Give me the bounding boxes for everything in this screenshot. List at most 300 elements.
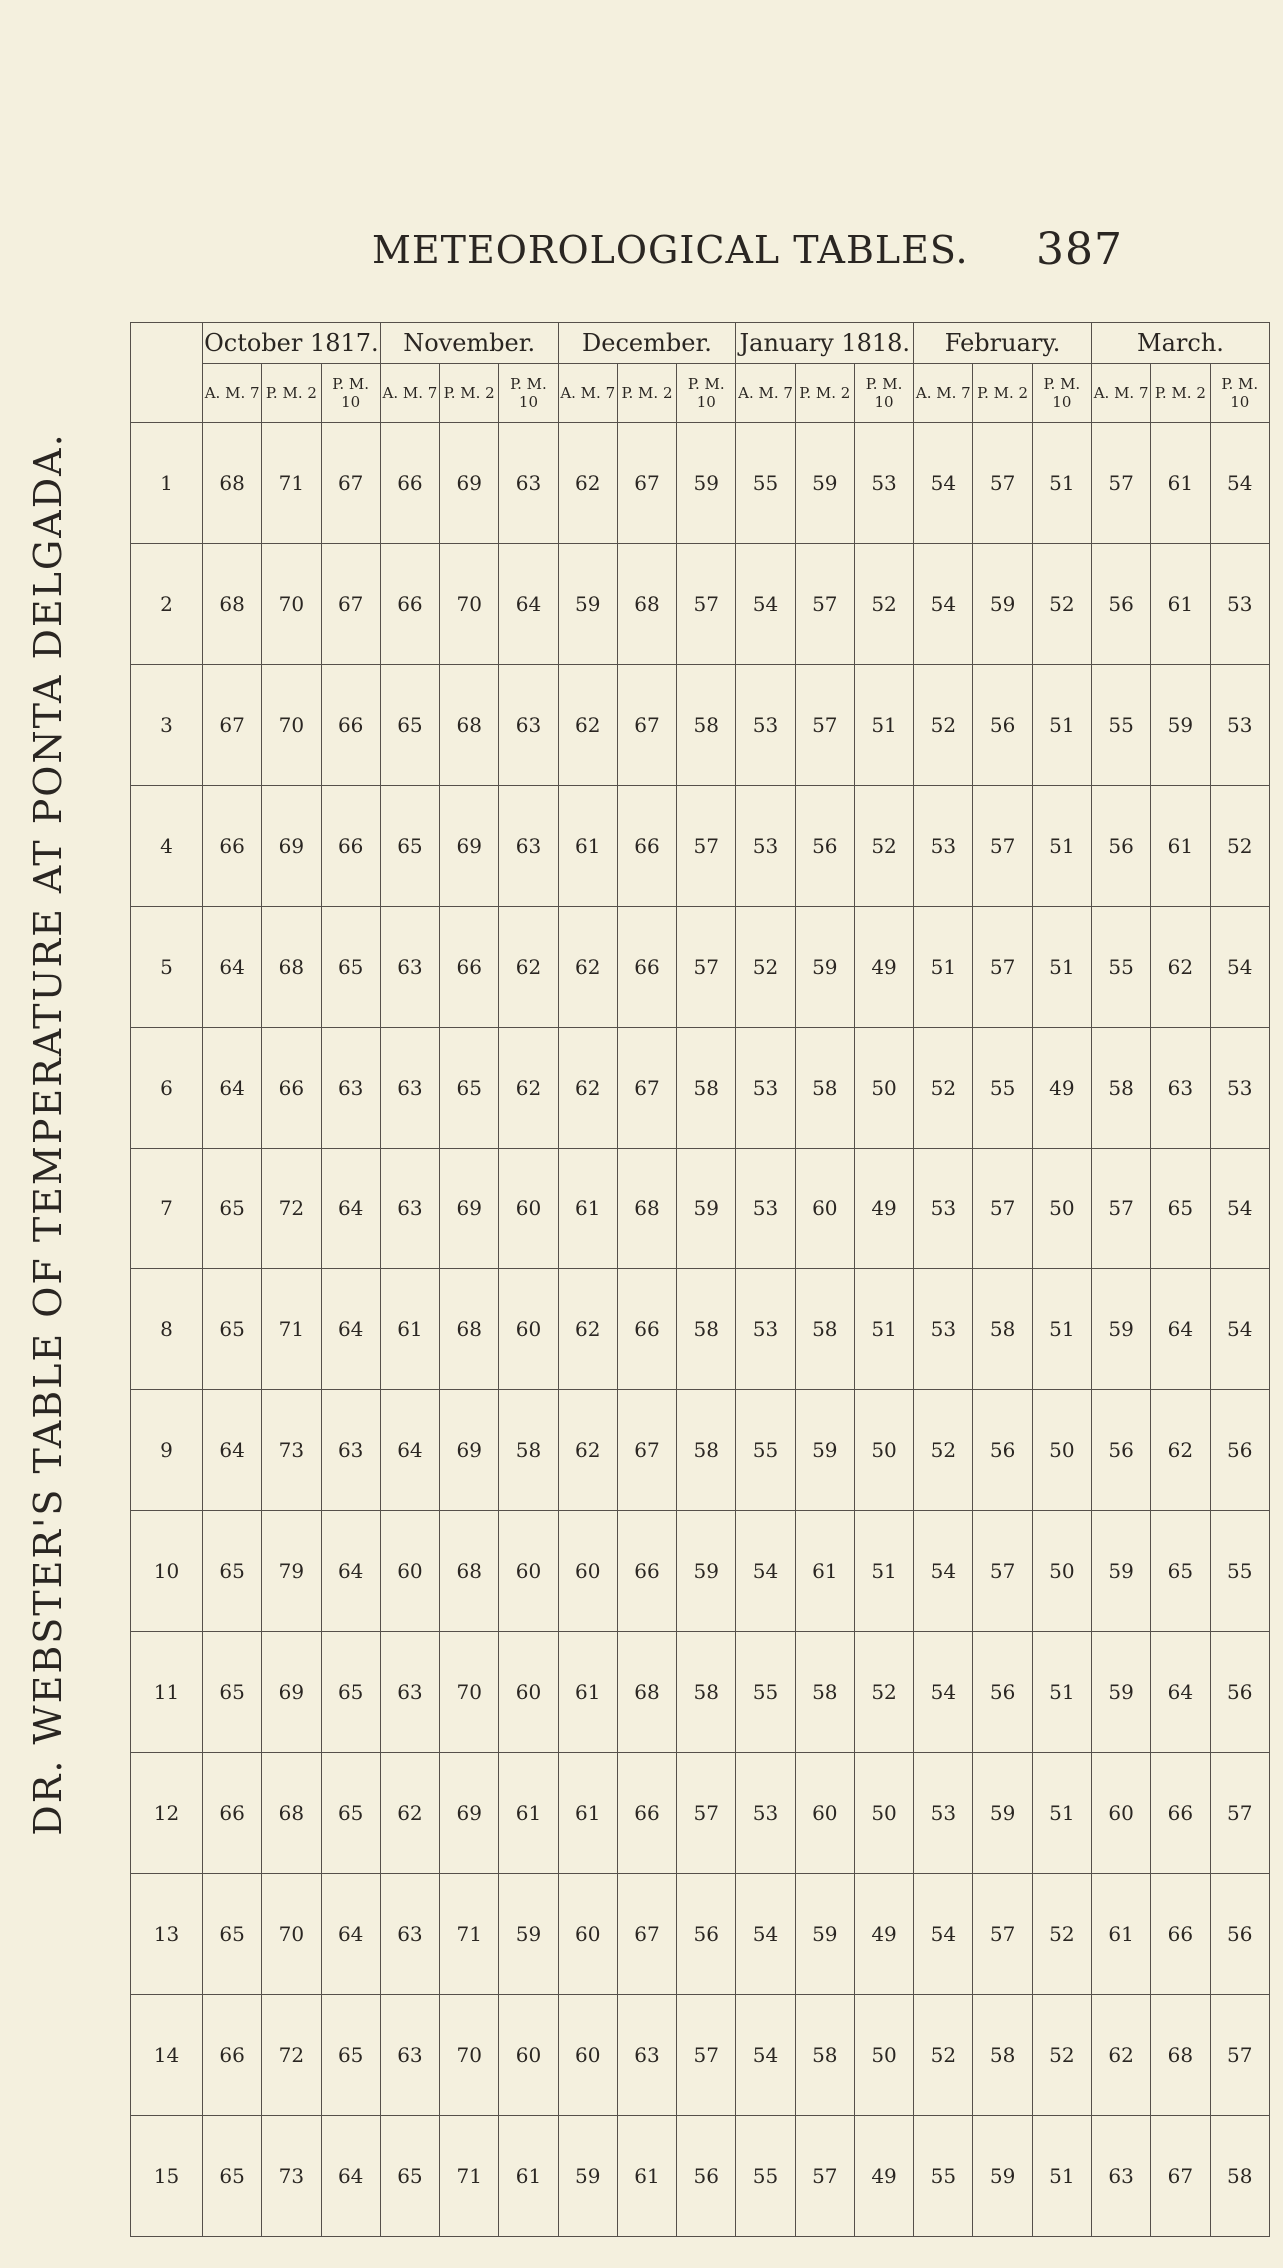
temperature-cell: 54 — [736, 1994, 795, 2115]
temperature-cell: 52 — [1032, 543, 1091, 664]
temperature-cell: 65 — [203, 1632, 262, 1753]
temperature-cell: 61 — [1151, 785, 1210, 906]
temperature-cell: 54 — [1210, 1269, 1269, 1390]
temperature-cell: 61 — [380, 1269, 439, 1390]
temperature-cell: 70 — [440, 543, 499, 664]
temperature-cell: 57 — [795, 664, 854, 785]
temperature-cell: 56 — [677, 1874, 736, 1995]
column-header: A. M. 7 — [558, 364, 617, 423]
temperature-cell: 67 — [617, 1874, 676, 1995]
column-header: A. M. 7 — [380, 364, 439, 423]
temperature-cell: 66 — [380, 543, 439, 664]
temperature-cell: 58 — [677, 1269, 736, 1390]
temperature-cell: 54 — [914, 1511, 973, 1632]
temperature-cell: 69 — [440, 423, 499, 544]
temperature-cell: 66 — [617, 1753, 676, 1874]
temperature-cell: 62 — [558, 1390, 617, 1511]
temperature-cell: 57 — [1091, 423, 1150, 544]
temperature-cell: 52 — [854, 543, 913, 664]
temperature-cell: 58 — [795, 1632, 854, 1753]
temperature-cell: 64 — [499, 543, 558, 664]
temperature-cell: 57 — [973, 1511, 1032, 1632]
temperature-cell: 53 — [1210, 1027, 1269, 1148]
day-number: 6 — [131, 1027, 203, 1148]
temperature-cell: 59 — [1091, 1511, 1150, 1632]
column-header: P. M. 10 — [499, 364, 558, 423]
side-title — [0, 0, 85, 2268]
temperature-cell: 52 — [1032, 1994, 1091, 2115]
temperature-cell: 63 — [321, 1027, 380, 1148]
table-row — [131, 1390, 1270, 1511]
temperature-cell: 55 — [914, 2115, 973, 2236]
temperature-cell: 56 — [677, 2115, 736, 2236]
temperature-cell: 57 — [795, 2115, 854, 2236]
temperature-cell: 64 — [321, 1148, 380, 1269]
temperature-cell: 56 — [1091, 1390, 1150, 1511]
day-number: 1 — [131, 423, 203, 544]
day-number: 5 — [131, 906, 203, 1027]
table-row — [131, 1632, 1270, 1753]
temperature-cell: 59 — [1091, 1632, 1150, 1753]
temperature-cell: 66 — [617, 1269, 676, 1390]
temperature-cell: 65 — [203, 1269, 262, 1390]
temperature-cell: 59 — [973, 2115, 1032, 2236]
temperature-cell: 51 — [1032, 906, 1091, 1027]
temperature-cell: 69 — [440, 785, 499, 906]
temperature-cell: 63 — [380, 1148, 439, 1269]
temperature-cell: 49 — [1032, 1027, 1091, 1148]
temperature-cell: 59 — [558, 2115, 617, 2236]
temperature-cell: 54 — [736, 1511, 795, 1632]
temperature-cell: 58 — [795, 1027, 854, 1148]
temperature-cell: 72 — [262, 1994, 321, 2115]
temperature-cell: 64 — [203, 1390, 262, 1511]
temperature-cell: 60 — [1091, 1753, 1150, 1874]
temperature-cell: 65 — [321, 1753, 380, 1874]
temperature-cell: 57 — [795, 543, 854, 664]
temperature-cell: 60 — [499, 1269, 558, 1390]
temperature-cell: 69 — [262, 1632, 321, 1753]
temperature-cell: 58 — [1210, 2115, 1269, 2236]
temperature-cell: 67 — [617, 664, 676, 785]
temperature-cell: 51 — [1032, 785, 1091, 906]
temperature-cell: 66 — [617, 1511, 676, 1632]
temperature-cell: 53 — [1210, 543, 1269, 664]
temperature-cell: 63 — [499, 785, 558, 906]
temperature-cell: 73 — [262, 2115, 321, 2236]
temperature-cell: 63 — [617, 1994, 676, 2115]
temperature-cell: 58 — [677, 1390, 736, 1511]
temperature-cell: 68 — [440, 1269, 499, 1390]
temperature-cell: 59 — [795, 1390, 854, 1511]
temperature-cell: 63 — [380, 906, 439, 1027]
temperature-cell: 68 — [440, 1511, 499, 1632]
temperature-cell: 61 — [499, 2115, 558, 2236]
temperature-cell: 51 — [1032, 2115, 1091, 2236]
temperature-cell: 67 — [1151, 2115, 1210, 2236]
column-header: A. M. 7 — [203, 364, 262, 423]
temperature-cell: 51 — [1032, 1632, 1091, 1753]
temperature-cell: 71 — [440, 1874, 499, 1995]
temperature-cell: 62 — [1151, 906, 1210, 1027]
temperature-cell: 70 — [440, 1994, 499, 2115]
temperature-cell: 59 — [1091, 1269, 1150, 1390]
temperature-cell: 60 — [499, 1148, 558, 1269]
temperature-cell: 62 — [499, 1027, 558, 1148]
temperature-cell: 68 — [617, 543, 676, 664]
temperature-cell: 53 — [1210, 664, 1269, 785]
temperature-cell: 54 — [736, 543, 795, 664]
temperature-cell: 64 — [321, 1511, 380, 1632]
temperature-cell: 53 — [914, 1753, 973, 1874]
temperature-cell: 66 — [1151, 1753, 1210, 1874]
temperature-cell: 54 — [1210, 1148, 1269, 1269]
temperature-cell: 54 — [1210, 423, 1269, 544]
column-header: P. M. 10 — [1032, 364, 1091, 423]
temperature-cell: 52 — [914, 1994, 973, 2115]
temperature-cell: 58 — [973, 1994, 1032, 2115]
day-number: 2 — [131, 543, 203, 664]
temperature-cell: 62 — [558, 906, 617, 1027]
temperature-cell: 60 — [499, 1511, 558, 1632]
table-row — [131, 1511, 1270, 1632]
temperature-grid — [130, 322, 1270, 2237]
temperature-cell: 65 — [440, 1027, 499, 1148]
table-row — [131, 1148, 1270, 1269]
table-row — [131, 1994, 1270, 2115]
temperature-cell: 64 — [321, 2115, 380, 2236]
temperature-cell: 59 — [973, 543, 1032, 664]
temperature-cell: 50 — [854, 1994, 913, 2115]
temperature-cell: 66 — [1151, 1874, 1210, 1995]
temperature-cell: 52 — [854, 1632, 913, 1753]
temperature-cell: 49 — [854, 906, 913, 1027]
temperature-cell: 69 — [440, 1753, 499, 1874]
running-head: METEOROLOGICAL TABLES. — [372, 228, 969, 272]
table-row — [131, 906, 1270, 1027]
temperature-cell: 56 — [1210, 1632, 1269, 1753]
temperature-cell: 54 — [914, 1632, 973, 1753]
month-header: February. — [914, 323, 1092, 364]
column-header: A. M. 7 — [736, 364, 795, 423]
temperature-cell: 62 — [380, 1753, 439, 1874]
column-header: P. M. 10 — [321, 364, 380, 423]
temperature-cell: 59 — [677, 1511, 736, 1632]
temperature-cell: 57 — [677, 785, 736, 906]
temperature-cell: 68 — [440, 664, 499, 785]
temperature-cell: 59 — [558, 543, 617, 664]
column-header: P. M. 2 — [262, 364, 321, 423]
temperature-cell: 61 — [558, 785, 617, 906]
temperature-cell: 57 — [973, 785, 1032, 906]
temperature-cell: 61 — [499, 1753, 558, 1874]
temperature-cell: 69 — [440, 1390, 499, 1511]
temperature-cell: 62 — [558, 1269, 617, 1390]
temperature-cell: 64 — [203, 906, 262, 1027]
month-header: October 1817. — [203, 323, 381, 364]
temperature-cell: 64 — [1151, 1632, 1210, 1753]
temperature-cell: 64 — [380, 1390, 439, 1511]
temperature-cell: 58 — [795, 1269, 854, 1390]
temperature-cell: 49 — [854, 1148, 913, 1269]
temperature-cell: 61 — [1091, 1874, 1150, 1995]
temperature-cell: 66 — [262, 1027, 321, 1148]
temperature-cell: 62 — [499, 906, 558, 1027]
temperature-table — [130, 322, 1270, 2237]
table-row — [131, 664, 1270, 785]
temperature-cell: 53 — [914, 1148, 973, 1269]
temperature-cell: 58 — [499, 1390, 558, 1511]
temperature-cell: 79 — [262, 1511, 321, 1632]
temperature-cell: 52 — [914, 1027, 973, 1148]
temperature-cell: 61 — [1151, 423, 1210, 544]
temperature-cell: 67 — [617, 1027, 676, 1148]
temperature-cell: 62 — [558, 664, 617, 785]
temperature-cell: 68 — [262, 906, 321, 1027]
temperature-cell: 68 — [1151, 1994, 1210, 2115]
table-row — [131, 543, 1270, 664]
table-row — [131, 1269, 1270, 1390]
temperature-cell: 71 — [262, 1269, 321, 1390]
temperature-cell: 56 — [795, 785, 854, 906]
temperature-cell: 62 — [558, 1027, 617, 1148]
temperature-cell: 67 — [321, 543, 380, 664]
temperature-cell: 57 — [677, 543, 736, 664]
temperature-cell: 71 — [262, 423, 321, 544]
temperature-cell: 60 — [499, 1632, 558, 1753]
temperature-cell: 53 — [914, 785, 973, 906]
temperature-cell: 65 — [203, 2115, 262, 2236]
temperature-cell: 58 — [677, 1632, 736, 1753]
temperature-cell: 64 — [321, 1874, 380, 1995]
temperature-cell: 66 — [380, 423, 439, 544]
temperature-cell: 63 — [380, 1027, 439, 1148]
temperature-cell: 61 — [558, 1632, 617, 1753]
temperature-cell: 55 — [1091, 906, 1150, 1027]
temperature-cell: 65 — [203, 1148, 262, 1269]
column-header: P. M. 2 — [440, 364, 499, 423]
column-header-row — [131, 364, 1270, 423]
temperature-cell: 54 — [914, 423, 973, 544]
temperature-cell: 66 — [203, 785, 262, 906]
temperature-cell: 55 — [736, 423, 795, 544]
temperature-cell: 51 — [1032, 1269, 1091, 1390]
temperature-cell: 52 — [1032, 1874, 1091, 1995]
temperature-cell: 66 — [203, 1994, 262, 2115]
temperature-cell: 63 — [321, 1390, 380, 1511]
column-header: P. M. 10 — [1210, 364, 1269, 423]
temperature-cell: 63 — [380, 1994, 439, 2115]
temperature-cell: 62 — [1091, 1994, 1150, 2115]
column-header: P. M. 2 — [795, 364, 854, 423]
corner-cell — [131, 323, 203, 423]
temperature-cell: 66 — [440, 906, 499, 1027]
temperature-cell: 66 — [617, 906, 676, 1027]
temperature-cell: 54 — [736, 1874, 795, 1995]
temperature-cell: 70 — [262, 1874, 321, 1995]
temperature-cell: 57 — [973, 1148, 1032, 1269]
temperature-cell: 61 — [795, 1511, 854, 1632]
column-header: P. M. 10 — [854, 364, 913, 423]
temperature-cell: 54 — [1210, 906, 1269, 1027]
table-row — [131, 785, 1270, 906]
temperature-cell: 63 — [1091, 2115, 1150, 2236]
temperature-cell: 65 — [1151, 1511, 1210, 1632]
temperature-cell: 58 — [677, 1027, 736, 1148]
temperature-cell: 64 — [203, 1027, 262, 1148]
temperature-cell: 65 — [1151, 1148, 1210, 1269]
temperature-cell: 49 — [854, 1874, 913, 1995]
table-row — [131, 1753, 1270, 1874]
temperature-cell: 65 — [321, 1632, 380, 1753]
temperature-cell: 55 — [736, 2115, 795, 2236]
temperature-cell: 65 — [203, 1874, 262, 1995]
temperature-cell: 52 — [914, 664, 973, 785]
table-row — [131, 1874, 1270, 1995]
temperature-cell: 55 — [973, 1027, 1032, 1148]
day-number: 3 — [131, 664, 203, 785]
day-number: 9 — [131, 1390, 203, 1511]
temperature-cell: 50 — [854, 1753, 913, 1874]
temperature-cell: 50 — [1032, 1511, 1091, 1632]
temperature-cell: 66 — [203, 1753, 262, 1874]
temperature-cell: 60 — [795, 1753, 854, 1874]
temperature-cell: 61 — [558, 1148, 617, 1269]
temperature-cell: 53 — [736, 664, 795, 785]
temperature-cell: 69 — [262, 785, 321, 906]
temperature-cell: 61 — [1151, 543, 1210, 664]
temperature-cell: 58 — [795, 1994, 854, 2115]
column-header: P. M. 2 — [1151, 364, 1210, 423]
temperature-cell: 59 — [795, 1874, 854, 1995]
temperature-cell: 57 — [1091, 1148, 1150, 1269]
temperature-cell: 50 — [854, 1390, 913, 1511]
temperature-cell: 50 — [1032, 1148, 1091, 1269]
day-number: 14 — [131, 1994, 203, 2115]
temperature-cell: 56 — [973, 664, 1032, 785]
temperature-cell: 55 — [736, 1632, 795, 1753]
temperature-cell: 70 — [262, 543, 321, 664]
temperature-cell: 61 — [617, 2115, 676, 2236]
temperature-cell: 55 — [736, 1390, 795, 1511]
temperature-cell: 57 — [677, 906, 736, 1027]
temperature-cell: 53 — [854, 423, 913, 544]
temperature-cell: 67 — [617, 423, 676, 544]
column-header: P. M. 2 — [973, 364, 1032, 423]
temperature-cell: 57 — [677, 1994, 736, 2115]
temperature-cell: 59 — [677, 423, 736, 544]
temperature-cell: 65 — [203, 1511, 262, 1632]
temperature-cell: 54 — [914, 543, 973, 664]
temperature-cell: 52 — [914, 1390, 973, 1511]
temperature-cell: 50 — [1032, 1390, 1091, 1511]
temperature-cell: 72 — [262, 1148, 321, 1269]
table-row — [131, 2115, 1270, 2236]
temperature-cell: 65 — [380, 2115, 439, 2236]
temperature-cell: 68 — [262, 1753, 321, 1874]
temperature-cell: 62 — [558, 423, 617, 544]
temperature-cell: 53 — [736, 1027, 795, 1148]
day-number: 8 — [131, 1269, 203, 1390]
temperature-cell: 60 — [558, 1874, 617, 1995]
temperature-cell: 66 — [617, 785, 676, 906]
temperature-cell: 71 — [440, 2115, 499, 2236]
temperature-cell: 52 — [736, 906, 795, 1027]
temperature-cell: 67 — [321, 423, 380, 544]
day-number: 11 — [131, 1632, 203, 1753]
day-number: 7 — [131, 1148, 203, 1269]
temperature-cell: 64 — [1151, 1269, 1210, 1390]
column-header: P. M. 10 — [677, 364, 736, 423]
temperature-cell: 49 — [854, 2115, 913, 2236]
temperature-cell: 65 — [380, 785, 439, 906]
temperature-cell: 63 — [380, 1874, 439, 1995]
temperature-cell: 57 — [1210, 1994, 1269, 2115]
temperature-cell: 58 — [1091, 1027, 1150, 1148]
table-row — [131, 423, 1270, 544]
month-header: January 1818. — [736, 323, 914, 364]
temperature-cell: 56 — [973, 1632, 1032, 1753]
temperature-cell: 55 — [1210, 1511, 1269, 1632]
temperature-cell: 66 — [321, 785, 380, 906]
temperature-cell: 59 — [973, 1753, 1032, 1874]
temperature-cell: 59 — [499, 1874, 558, 1995]
temperature-cell: 69 — [440, 1148, 499, 1269]
temperature-cell: 65 — [380, 664, 439, 785]
temperature-cell: 57 — [973, 906, 1032, 1027]
temperature-cell: 58 — [973, 1269, 1032, 1390]
temperature-cell: 52 — [854, 785, 913, 906]
temperature-cell: 54 — [914, 1874, 973, 1995]
temperature-cell: 53 — [914, 1269, 973, 1390]
temperature-cell: 53 — [736, 1148, 795, 1269]
temperature-cell: 57 — [973, 1874, 1032, 1995]
temperature-cell: 51 — [1032, 664, 1091, 785]
page-header — [262, 224, 1123, 288]
temperature-cell: 62 — [1151, 1390, 1210, 1511]
column-header: A. M. 7 — [914, 364, 973, 423]
temperature-cell: 68 — [203, 423, 262, 544]
month-header: March. — [1091, 323, 1269, 364]
temperature-cell: 60 — [795, 1148, 854, 1269]
temperature-cell: 60 — [380, 1511, 439, 1632]
temperature-cell: 53 — [736, 1269, 795, 1390]
temperature-cell: 68 — [617, 1632, 676, 1753]
table-row — [131, 1027, 1270, 1148]
temperature-cell: 52 — [1210, 785, 1269, 906]
temperature-cell: 53 — [736, 1753, 795, 1874]
temperature-cell: 57 — [973, 423, 1032, 544]
temperature-cell: 61 — [558, 1753, 617, 1874]
temperature-cell: 56 — [1091, 785, 1150, 906]
temperature-cell: 59 — [1151, 664, 1210, 785]
temperature-cell: 59 — [795, 906, 854, 1027]
temperature-cell: 51 — [854, 1511, 913, 1632]
month-header-row — [131, 323, 1270, 364]
temperature-cell: 59 — [677, 1148, 736, 1269]
temperature-cell: 68 — [203, 543, 262, 664]
temperature-cell: 59 — [795, 423, 854, 544]
month-header: December. — [558, 323, 736, 364]
temperature-cell: 55 — [1091, 664, 1150, 785]
temperature-cell: 65 — [321, 906, 380, 1027]
temperature-cell: 64 — [321, 1269, 380, 1390]
column-header: A. M. 7 — [1091, 364, 1150, 423]
side-title-text: DR. WEBSTER'S TABLE OF TEMPERATURE AT PONTA DELGADA. — [26, 432, 70, 1836]
temperature-cell: 60 — [558, 1511, 617, 1632]
day-number: 13 — [131, 1874, 203, 1995]
day-number: 15 — [131, 2115, 203, 2236]
